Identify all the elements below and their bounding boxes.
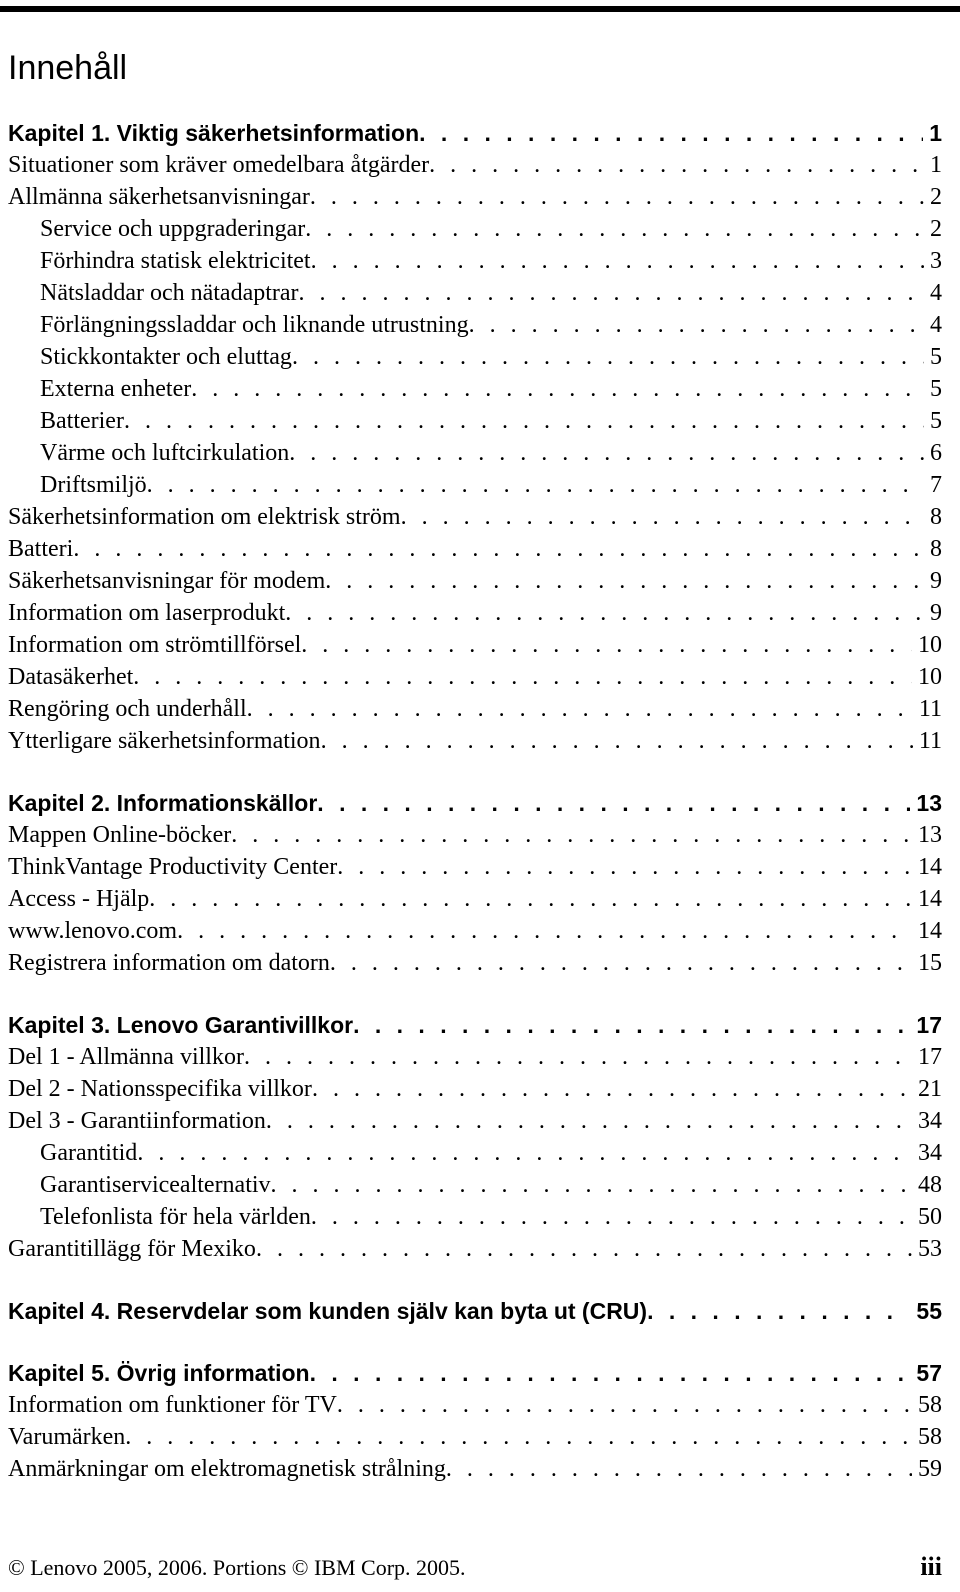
toc-entry[interactable] xyxy=(8,1453,942,1485)
dot-leader xyxy=(446,1453,912,1485)
toc-entry-label: ThinkVantage Productivity Center xyxy=(8,854,338,880)
dot-leader xyxy=(353,1009,910,1041)
toc-entry-page: 17 xyxy=(918,1044,942,1070)
dot-leader xyxy=(271,1169,912,1201)
toc-entry[interactable] xyxy=(8,725,942,757)
toc-entry[interactable] xyxy=(8,629,942,661)
toc-entry-label: Batteri xyxy=(8,536,74,562)
dot-leader xyxy=(124,405,924,437)
dot-leader xyxy=(312,1073,912,1105)
dot-leader xyxy=(330,947,912,979)
toc-entry-page: 4 xyxy=(930,280,942,306)
dot-leader xyxy=(311,245,924,277)
toc-entry-page: 2 xyxy=(930,184,942,210)
toc-entry-label: Information om laserprodukt xyxy=(8,600,286,626)
toc-entry-page: 2 xyxy=(930,216,942,242)
toc-entry[interactable] xyxy=(8,1421,942,1453)
dot-leader xyxy=(149,883,912,915)
toc-entry-label: Batterier xyxy=(40,408,124,434)
toc-entry-label: Kapitel 5. Övrig information xyxy=(8,1360,310,1386)
toc-entry[interactable] xyxy=(8,693,942,725)
copyright-notice: © Lenovo 2005, 2006. Portions © IBM Corp. 2005. xyxy=(8,1555,466,1580)
toc-entry[interactable] xyxy=(8,1041,942,1073)
toc-entry[interactable] xyxy=(8,1233,942,1265)
toc-entry-label: Garantitid xyxy=(40,1140,138,1166)
toc-chapter-heading[interactable] xyxy=(8,1357,942,1389)
toc-entry-page: 11 xyxy=(918,728,942,754)
toc-entry-label: Externa enheter xyxy=(40,376,192,402)
toc-entry[interactable] xyxy=(8,1169,942,1201)
toc-entry-page: 6 xyxy=(930,440,942,466)
toc-entry-label: Förhindra statisk elektricitet xyxy=(40,248,311,274)
dot-leader xyxy=(256,1233,912,1265)
toc-entry-page: 58 xyxy=(918,1424,942,1450)
dot-leader xyxy=(305,213,924,245)
toc-entry-page: 7 xyxy=(930,472,942,498)
dot-leader xyxy=(325,565,924,597)
dot-leader xyxy=(317,787,910,819)
toc-entry[interactable] xyxy=(8,1201,942,1233)
toc-entry-page: 55 xyxy=(916,1298,942,1324)
toc-entry-page: 9 xyxy=(930,600,942,626)
page-footer xyxy=(8,1552,942,1584)
toc-entry-page: 57 xyxy=(916,1360,942,1386)
dot-leader xyxy=(191,373,924,405)
toc-entry-label: Nätsladdar och nätadaptrar xyxy=(40,280,299,306)
toc-entry-page: 34 xyxy=(918,1140,942,1166)
toc-entry-label: Garantitillägg för Mexiko xyxy=(8,1236,256,1262)
toc-entry[interactable] xyxy=(8,533,942,565)
toc-entry-page: 3 xyxy=(930,248,942,274)
toc-entry-page: 14 xyxy=(918,918,942,944)
toc-chapter xyxy=(8,117,942,757)
toc-entry-label: Registrera information om datorn xyxy=(8,950,330,976)
toc-entry-page: 8 xyxy=(930,536,942,562)
toc-entry[interactable] xyxy=(8,181,942,213)
toc-entry-page: 10 xyxy=(918,664,942,690)
toc-entry-page: 14 xyxy=(918,854,942,880)
toc-entry-page: 1 xyxy=(929,120,942,146)
toc-entry-page: 14 xyxy=(918,886,942,912)
toc-entry-label: Telefonlista för hela världen xyxy=(40,1204,311,1230)
toc-chapter xyxy=(8,1295,942,1327)
toc-entry-page: 5 xyxy=(930,344,942,370)
toc-entry[interactable] xyxy=(8,883,942,915)
toc-entry[interactable] xyxy=(8,373,942,405)
toc-entry-label: Kapitel 4. Reservdelar som kunden själv kan byta ut (CRU) xyxy=(8,1298,648,1324)
dot-leader xyxy=(321,725,913,757)
toc-entry-page: 10 xyxy=(918,632,942,658)
dot-leader xyxy=(73,533,924,565)
toc-entry[interactable] xyxy=(8,1137,942,1169)
toc-chapter-heading[interactable] xyxy=(8,117,942,149)
toc-entry-page: 58 xyxy=(918,1392,942,1418)
toc-entry[interactable] xyxy=(8,851,942,883)
dot-leader xyxy=(311,1201,912,1233)
toc-entry-label: Anmärkningar om elektromagnetisk strålning xyxy=(8,1456,446,1482)
toc-entry-label: Del 3 - Garantiinformation xyxy=(8,1108,266,1134)
toc-entry-label: Driftsmiljö xyxy=(40,472,147,498)
top-rule xyxy=(0,6,960,12)
toc-entry-label: Service och uppgraderingar xyxy=(40,216,306,242)
dot-leader xyxy=(419,117,923,149)
toc-entry[interactable] xyxy=(8,819,942,851)
toc-entry-page: 21 xyxy=(918,1076,942,1102)
toc-entry-label: Kapitel 3. Lenovo Garantivillkor xyxy=(8,1012,354,1038)
toc-entry[interactable] xyxy=(8,405,942,437)
toc-entry[interactable] xyxy=(8,597,942,629)
toc-entry-page: 59 xyxy=(918,1456,942,1482)
toc-entry-page: 11 xyxy=(918,696,942,722)
toc-entry-label: Information om strömtillförsel xyxy=(8,632,302,658)
toc-entry-label: Säkerhetsanvisningar för modem xyxy=(8,568,326,594)
toc-chapter xyxy=(8,1009,942,1265)
dot-leader xyxy=(337,1389,912,1421)
toc-entry-label: Stickkontakter och eluttag xyxy=(40,344,292,370)
toc-entry-page: 50 xyxy=(918,1204,942,1230)
toc-entry-label: Mappen Online-böcker xyxy=(8,822,232,848)
toc-entry-label: Värme och luftcirkulation xyxy=(40,440,290,466)
toc-entry[interactable] xyxy=(8,947,942,979)
toc-entry[interactable] xyxy=(8,149,942,181)
toc-entry[interactable] xyxy=(8,661,942,693)
toc-entry-label: Rengöring och underhåll xyxy=(8,696,247,722)
dot-leader xyxy=(266,1105,912,1137)
page-number: iii xyxy=(920,1552,942,1581)
dot-leader xyxy=(292,341,924,373)
dot-leader xyxy=(247,693,913,725)
toc-entry[interactable] xyxy=(8,469,942,501)
toc-entry[interactable] xyxy=(8,341,942,373)
toc-entry[interactable] xyxy=(8,437,942,469)
toc-entry-page: 1 xyxy=(930,152,942,178)
toc-entry[interactable] xyxy=(8,1073,942,1105)
toc-entry-page: 5 xyxy=(930,376,942,402)
toc-entry[interactable] xyxy=(8,1105,942,1137)
dot-leader xyxy=(289,437,924,469)
dot-leader xyxy=(337,851,912,883)
dot-leader xyxy=(231,819,912,851)
toc-entry-label: Del 1 - Allmänna villkor xyxy=(8,1044,244,1070)
toc-entry-label: Kapitel 2. Informationskällor xyxy=(8,790,318,816)
toc-entry-page: 13 xyxy=(918,822,942,848)
toc-entry-label: Information om funktioner för TV xyxy=(8,1392,337,1418)
toc-entry-page: 9 xyxy=(930,568,942,594)
toc-entry-label: Förlängningssladdar och liknande utrustning xyxy=(40,312,469,338)
toc-entry-label: Garantiservicealternativ xyxy=(40,1172,271,1198)
dot-leader xyxy=(429,149,924,181)
toc-entry-page: 34 xyxy=(918,1108,942,1134)
toc-entry-page: 8 xyxy=(930,504,942,530)
toc-entry[interactable] xyxy=(8,277,942,309)
dot-leader xyxy=(285,597,924,629)
toc-entry-label: Situationer som kräver omedelbara åtgärder xyxy=(8,152,430,178)
toc-entry-page: 17 xyxy=(916,1012,942,1038)
toc-entry[interactable] xyxy=(8,565,942,597)
toc-entry-label: Access - Hjälp xyxy=(8,886,150,912)
toc-chapter xyxy=(8,787,942,979)
toc-entry[interactable] xyxy=(8,501,942,533)
toc-chapter-heading[interactable] xyxy=(8,1295,942,1327)
dot-leader xyxy=(137,1137,912,1169)
toc-entry[interactable] xyxy=(8,309,942,341)
toc-chapter-heading[interactable] xyxy=(8,1009,942,1041)
toc-entry-label: www.lenovo.com xyxy=(8,918,178,944)
dot-leader xyxy=(401,501,924,533)
toc-entry-label: Ytterligare säkerhetsinformation xyxy=(8,728,321,754)
toc-entry-page: 48 xyxy=(918,1172,942,1198)
toc-entry[interactable] xyxy=(8,1389,942,1421)
toc-entry-page: 4 xyxy=(930,312,942,338)
toc-chapter-heading[interactable] xyxy=(8,787,942,819)
dot-leader xyxy=(299,277,924,309)
toc-entry-label: Säkerhetsinformation om elektrisk ström xyxy=(8,504,401,530)
dot-leader xyxy=(310,1357,911,1389)
toc-chapter xyxy=(8,1357,942,1485)
toc-entry-label: Del 2 - Nationsspecifika villkor xyxy=(8,1076,312,1102)
dot-leader xyxy=(310,181,924,213)
dot-leader xyxy=(125,1421,912,1453)
toc-entry-label: Datasäkerhet xyxy=(8,664,134,690)
toc-entry-label: Allmänna säkerhetsanvisningar xyxy=(8,184,310,210)
toc-entry[interactable] xyxy=(8,245,942,277)
toc-entry[interactable] xyxy=(8,213,942,245)
page-title: Innehåll xyxy=(8,49,128,87)
toc-entry-label: Varumärken xyxy=(8,1424,126,1450)
toc-entry-page: 5 xyxy=(930,408,942,434)
dot-leader xyxy=(244,1041,912,1073)
dot-leader xyxy=(301,629,912,661)
toc-entry-page: 15 xyxy=(918,950,942,976)
dot-leader xyxy=(647,1295,910,1327)
dot-leader xyxy=(147,469,924,501)
toc-entry-page: 13 xyxy=(916,790,942,816)
dot-leader xyxy=(133,661,912,693)
toc-entry-page: 53 xyxy=(918,1236,942,1262)
toc-entry-label: Kapitel 1. Viktig säkerhetsinformation xyxy=(8,120,420,146)
dot-leader xyxy=(177,915,912,947)
toc-entry[interactable] xyxy=(8,915,942,947)
dot-leader xyxy=(469,309,924,341)
table-of-contents xyxy=(8,117,942,1515)
